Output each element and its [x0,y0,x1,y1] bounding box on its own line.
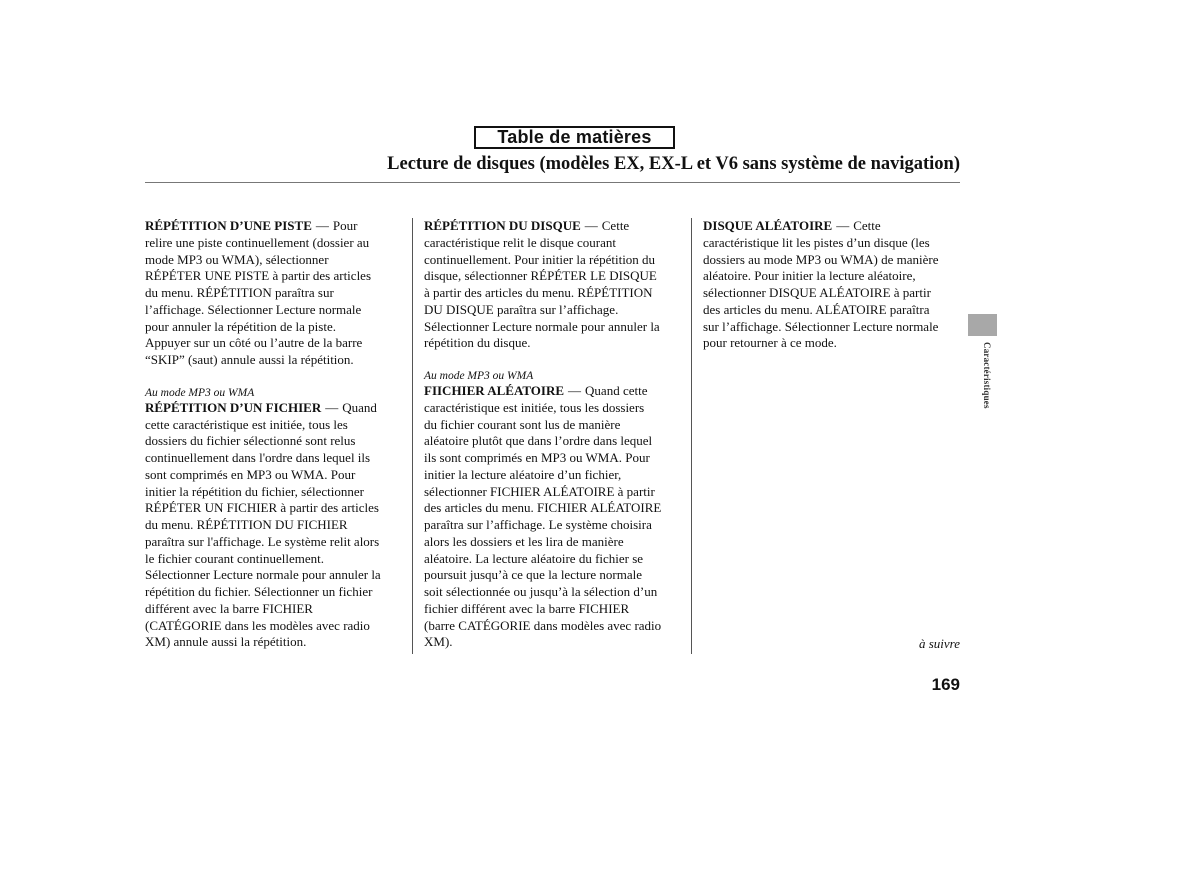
body-line: dossiers au mode MP3 ou WMA) de manière [703,251,939,267]
body-line: du menu. RÉPÉTITION paraîtra sur [145,285,334,300]
page-title: Lecture de disques (modèles EX, EX-L et V6 sans système de navigation) [387,154,960,174]
body-text: Quand cette [585,383,648,398]
section-heading: RÉPÉTITION D’UN FICHIER [145,399,322,415]
body-line: paraîtra sur l’affichage. Le système choisira [424,517,652,532]
body-line: à partir des articles du menu. RÉPÉTITION [424,285,653,300]
body-line: du menu. RÉPÉTITION DU FICHIER [145,517,348,532]
em-dash: — [568,383,582,398]
body-line: l’affichage. Sélectionner Lecture normale [145,301,362,317]
body-line: aléatoire. La lecture aléatoire du fichier se [424,550,644,566]
column-1 [145,218,407,651]
body-line: (CATÉGORIE dans les modèles avec radio [145,617,370,633]
body-text: Cette [601,218,630,233]
body-line: sélectionner FICHIER ALÉATOIRE à partir [424,483,655,499]
body-line: Sélectionner Lecture normale pour annuler la [424,318,660,334]
body-line [145,400,407,417]
body-line: répétition du disque. [424,335,531,351]
body-line: alors les dossiers et les lira de manière [424,533,624,549]
body-line: des articles du menu. FICHIER ALÉATOIRE [424,500,662,516]
body-line: cette caractéristique est initiée, tous les [145,416,348,432]
text-section [145,385,407,651]
body-line [424,218,686,235]
body-line [703,218,965,235]
section-heading: RÉPÉTITION DU DISQUE [424,218,581,233]
text-section [424,368,686,651]
body-line: disque, sélectionner RÉPÉTER LE DISQUE [424,268,657,284]
text-section [424,218,686,352]
table-of-contents-button[interactable]: Table de matières [474,126,675,149]
column-3 [703,218,965,352]
text-section [145,218,407,369]
body-line: paraîtra sur l'affichage. Le système relit alors [145,533,380,549]
body-line: caractéristique relit le disque courant [424,234,617,250]
body-line: différent avec la barre FICHIER [145,600,313,616]
body-line: RÉPÉTER UNE PISTE à partir des articles [145,268,372,284]
body-line: aléatoire plutôt que dans l’ordre dans lequel [424,433,653,449]
body-line: fichier différent avec la barre FICHIER [424,600,630,616]
body-line: XM) annule aussi la répétition. [145,634,307,650]
body-line: soit sélectionnée ou jusqu’à la sélection d’un [424,584,658,599]
body-line [424,383,686,400]
body-line: sur l’affichage. Sélectionner Lecture normale [703,318,939,334]
body-line: sélectionner DISQUE ALÉATOIRE à partir [703,285,931,300]
section-heading: FIICHIER ALÉATOIRE [424,383,565,398]
body-line: aléatoire. Pour initier la lecture aléatoire, [703,268,916,284]
body-line: du fichier courant sont lus de manière [424,416,621,432]
body-line: initier la répétition du fichier, sélectionner [145,483,364,499]
body-line: mode MP3 ou WMA), sélectionner [145,251,329,267]
em-dash: — [836,218,850,233]
em-dash: — [315,218,329,233]
page-number: 169 [931,675,960,694]
body-line: initier la lecture aléatoire d’un fichier, [424,466,622,482]
body-line: des articles du menu. ALÉATOIRE paraîtra [703,301,930,317]
body-line: Sélectionner Lecture normale pour annuler la [145,567,381,583]
body-line: ils sont comprimés en MP3 ou WMA. Pour [424,450,650,465]
text-section [703,218,965,352]
body-line: caractéristique est initiée, tous les dossiers [424,399,645,415]
body-line: répétition du fichier. Sélectionner un fichier [145,584,373,599]
body-line: pour retourner à ce mode. [703,335,837,351]
body-line: relire une piste continuellement (dossier au [145,234,370,250]
section-heading: RÉPÉTITION D’UNE PISTE [145,218,312,233]
body-line: continuellement dans l'ordre dans lequel ils [145,450,371,465]
body-line: caractéristique lit les pistes d’un disque (les [703,234,930,250]
section-note: Au mode MP3 ou WMA [424,370,534,382]
body-line: continuellement. Pour initier la répétition du [424,251,656,267]
continued-note: à suivre [918,636,960,651]
body-line: dossiers du fichier sélectionné sont relus [145,433,356,449]
body-line: Appuyer sur un côté ou l’autre de la barre [145,335,363,351]
body-text: Pour [332,218,358,233]
column-divider-1 [412,218,413,654]
em-dash: — [584,218,598,233]
body-line: poursuit jusqu’à ce que la lecture normale [424,567,643,583]
section-tab[interactable] [968,314,997,336]
title-divider [145,182,960,183]
column-2 [424,218,686,651]
section-tab-label: Caractéristiques [982,342,992,409]
body-line: pour annuler la répétition de la piste. [145,318,336,334]
body-line: RÉPÉTER UN FICHIER à partir des articles [145,500,379,516]
section-heading: DISQUE ALÉATOIRE [703,218,833,233]
body-text: Quand [342,399,377,415]
body-line [145,218,407,235]
body-line: XM). [424,634,453,650]
body-line: sont comprimés en MP3 ou WMA. Pour [145,466,356,482]
body-line: DU DISQUE paraîtra sur l’affichage. [424,301,619,317]
body-line: “SKIP” (saut) annule aussi la répétition. [145,352,354,367]
body-text: Cette [853,218,881,233]
column-divider-2 [691,218,692,654]
body-line: (barre CATÉGORIE dans modèles avec radio [424,617,662,633]
em-dash: — [325,399,339,415]
body-line: le fichier courant continuellement. [145,550,325,566]
section-note: Au mode MP3 ou WMA [145,386,255,399]
